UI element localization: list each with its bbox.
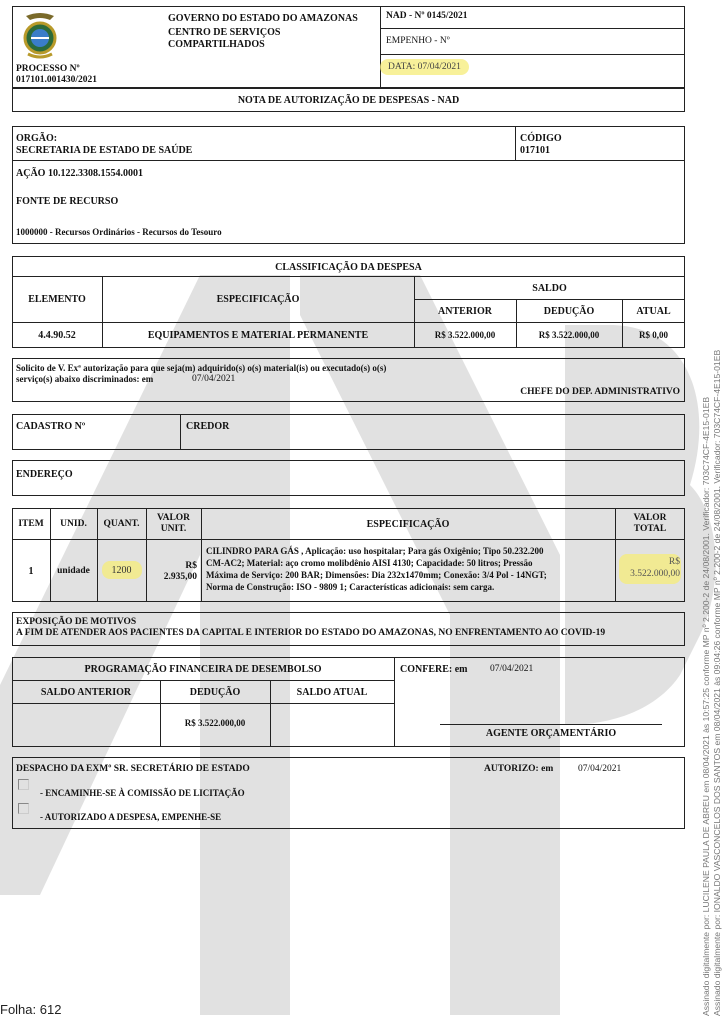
item-spec-line1: CILINDRO PARA GÁS , Aplicação: uso hospitalar; Para gás Oxigênio; Tipo 50.232.200 <box>206 546 544 556</box>
processo-value: 017101.001430/2021 <box>16 75 98 85</box>
encaminhe-checkbox[interactable] <box>18 779 29 790</box>
digital-signature-2: Assinado digitalmente por: IONALDO VASCONCELOS DOS SANTOS em 08/04/2021 às 09:04:26 conforme MP nº 2.200-2 de 24/08/2001. Verificador: 703C74CF-4E15-01EB <box>712 349 722 1016</box>
folha-number: Folha: 612 <box>0 1002 62 1017</box>
endereco-label: ENDEREÇO <box>16 469 73 480</box>
valor-unit-header-1: VALOR <box>156 513 191 523</box>
anterior-header: ANTERIOR <box>438 306 492 317</box>
item-spec-line2: CM-AC2; Material: aço cromo molibdênio AISI 4130; Capacidade: 50 litros; Pressão <box>206 558 533 568</box>
exposicao-label: EXPOSIÇÃO DE MOTIVOS <box>16 617 137 627</box>
agente-signature-line <box>440 724 662 725</box>
encaminhe-label: - ENCAMINHE-SE À COMISSÃO DE LICITAÇÃO <box>40 788 245 798</box>
amazonas-coat-of-arms-logo <box>18 10 62 60</box>
cadastro-box <box>12 414 685 450</box>
chefe-label: CHEFE DO DEP. ADMINISTRATIVO <box>520 387 680 397</box>
item-spec-line3: Máxima de Serviço: 200 BAR; Dimensões: Dia 232x1470mm; Conexão: 3/4 Pol - 14NGT; <box>206 570 547 580</box>
autorizo-label: AUTORIZO: em <box>484 764 554 774</box>
quant-header: QUANT. <box>103 519 140 529</box>
orgao-label: ORGÃO: <box>16 133 58 144</box>
especificacao-header: ESPECIFICAÇÃO <box>216 294 300 305</box>
gov-line1: GOVERNO DO ESTADO DO AMAZONAS <box>168 13 358 24</box>
item-valor-unit-1: R$ <box>185 561 197 571</box>
prog-deducao-header: DEDUÇÃO <box>189 687 241 698</box>
deducao-value: R$ 3.522.000,00 <box>538 330 600 340</box>
confere-label: CONFERE: em <box>400 664 468 675</box>
solicito-text-line1: Solicito de V. Exª autorização para que seja(m) adquirido(s) o(s) material(is) ou executado(s) o(s) <box>16 363 387 373</box>
endereco-box <box>12 460 685 496</box>
solicito-text-line2: serviço(s) abaixo discriminados: em <box>16 374 154 384</box>
programacao-title: PROGRAMAÇÃO FINANCEIRA DE DESEMBOLSO <box>84 664 322 675</box>
deducao-header: DEDUÇÃO <box>543 306 595 317</box>
saldo-anterior-header: SALDO ANTERIOR <box>40 687 132 698</box>
item-valor-unit-2: 2.935,00 <box>163 572 197 582</box>
acao-text: AÇÃO 10.122.3308.1554.0001 <box>16 168 143 179</box>
doc-title: NOTA DE AUTORIZAÇÃO DE DESPESAS - NAD <box>237 95 460 106</box>
anterior-value: R$ 3.522.000,00 <box>434 330 496 340</box>
cadastro-label: CADASTRO Nº <box>16 421 86 432</box>
saldo-atual-header: SALDO ATUAL <box>296 687 368 698</box>
agente-label: AGENTE ORÇAMENTÁRIO <box>485 728 617 739</box>
empenho-label: EMPENHO - Nº <box>386 36 450 46</box>
elemento-header: ELEMENTO <box>28 294 86 305</box>
elemento-value: 4.4.90.52 <box>38 330 76 341</box>
item-unid: unidade <box>57 566 90 576</box>
item-quant: 1200 <box>111 565 132 576</box>
valor-unit-header-2: UNIT. <box>160 524 187 534</box>
item-valor-total-1: R$ <box>668 557 680 567</box>
despacho-label: DESPACHO DA EXMº SR. SECRETÁRIO DE ESTADO <box>16 764 250 774</box>
saldo-header: SALDO <box>532 283 567 294</box>
nad-number: NAD - Nº 0145/2021 <box>386 11 468 21</box>
codigo-value: 017101 <box>520 145 550 156</box>
autorizado-checkbox[interactable] <box>18 803 29 814</box>
item-number: 1 <box>28 566 34 577</box>
item-valor-total-2: 3.522.000,00 <box>630 569 680 579</box>
exposicao-text: A FIM DE ATENDER AOS PACIENTES DA CAPITAL E INTERIOR DO ESTADO DO AMAZONAS, NO ENFRENTAMENTO AO COVID-19 <box>16 628 606 638</box>
fonte-value: 1000000 - Recursos Ordinários - Recursos do Tesouro <box>16 227 222 237</box>
credor-label: CREDOR <box>186 421 230 432</box>
gov-line3: COMPARTILHADOS <box>168 39 265 50</box>
orgao-value: SECRETARIA DE ESTADO DE SAÚDE <box>16 145 193 156</box>
item-header: ITEM <box>18 519 44 529</box>
unid-header: UNID. <box>60 519 87 529</box>
autorizo-date: 07/04/2021 <box>578 764 622 774</box>
prog-deducao-value: R$ 3.522.000,00 <box>184 718 246 728</box>
atual-header: ATUAL <box>636 306 671 317</box>
item-spec-line4: Norma de Construção: ISO - 9809 1; Características adicionais: sem carga. <box>206 582 495 592</box>
data-label: DATA: 07/04/2021 <box>380 59 469 75</box>
codigo-label: CÓDIGO <box>520 133 562 144</box>
gov-line2: CENTRO DE SERVIÇOS <box>168 27 281 38</box>
digital-signature-1: Assinado digitalmente por: LUCILENE PAULA DE ABREU em 08/04/2021 às 10:57:25 conforme MP nº 2.200-2 de 24/08/2001. Verificador: 703C74CF-4E15-01EB <box>701 396 711 1016</box>
valor-total-header-1: VALOR <box>633 513 667 523</box>
especificacao-value: EQUIPAMENTOS E MATERIAL PERMANENTE <box>147 330 369 341</box>
autorizado-label: - AUTORIZADO A DESPESA, EMPENHE-SE <box>40 812 222 822</box>
processo-label: PROCESSO Nº <box>16 64 80 74</box>
fonte-label: FONTE DE RECURSO <box>16 196 119 207</box>
especificacao-item-header: ESPECIFICAÇÃO <box>366 519 450 530</box>
atual-value: R$ 0,00 <box>639 330 668 340</box>
solicito-date: 07/04/2021 <box>192 374 236 384</box>
valor-total-header-2: TOTAL <box>633 524 667 534</box>
confere-date: 07/04/2021 <box>490 664 534 674</box>
classificacao-title: CLASSIFICAÇÃO DA DESPESA <box>275 262 422 273</box>
